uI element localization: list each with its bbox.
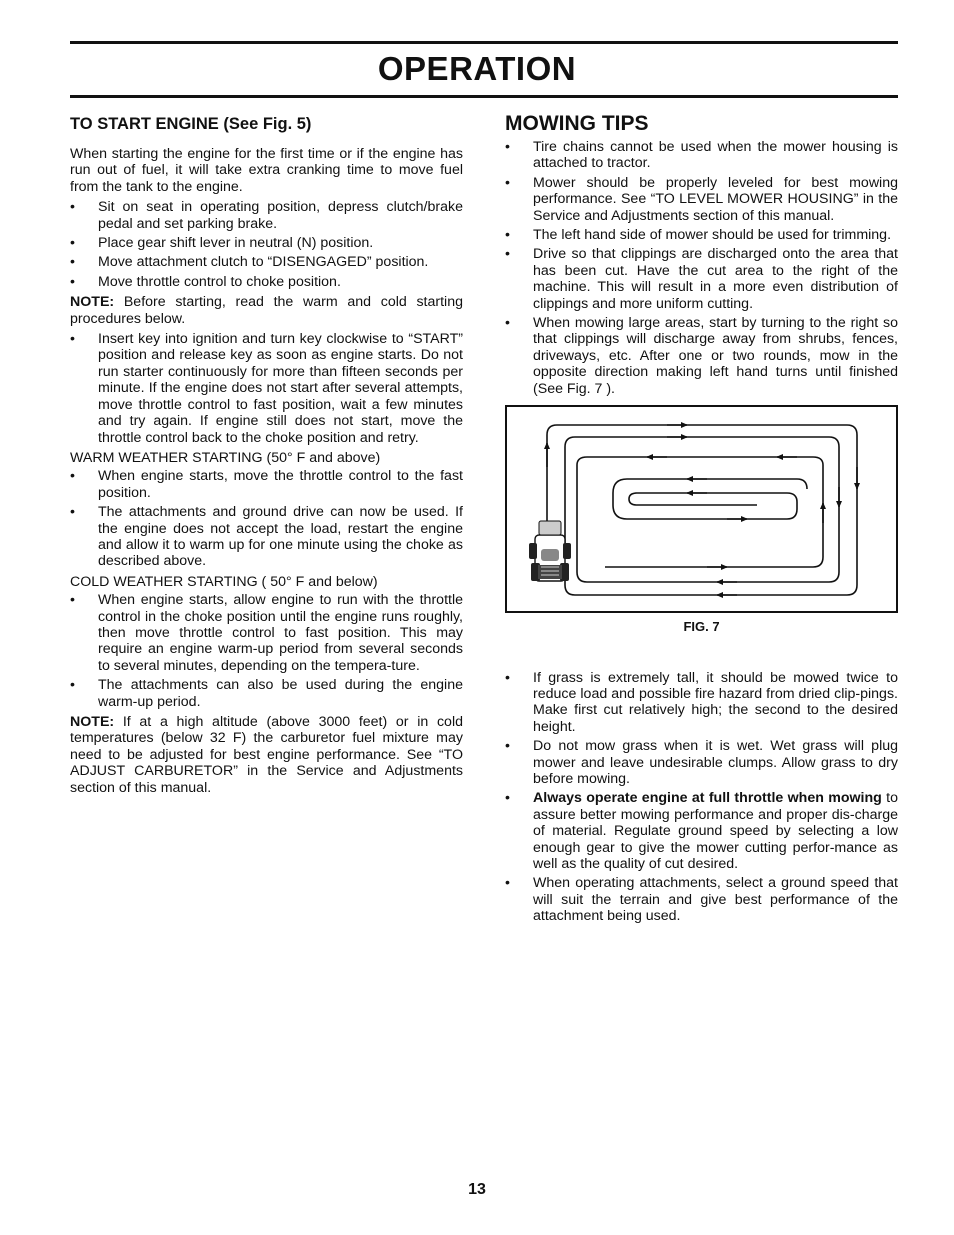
list-item: • Move attachment clutch to “DISENGAGED” position. [70, 254, 463, 270]
left-column [70, 112, 463, 800]
list-item: • Do not mow grass when it is wet. Wet grass will plug mower and leave undesirable clumps. Allow grass to dry before mowing. [505, 738, 898, 787]
note-starting [70, 294, 463, 327]
start-engine-intro: When starting the engine for the first time or if the engine has run out of fuel, it will take extra cranking time to move fuel from the tank to the engine. [70, 146, 463, 195]
note-label: NOTE: [70, 714, 115, 730]
list-item: • Place gear shift lever in neutral (N) position. [70, 235, 463, 251]
start-steps-list [70, 199, 463, 290]
note-text: If at a high altitude (above 3000 feet) or in cold temperatures (below 32 F) the carburetor fuel mixture may need to be adjusted for best engine performance. See “TO ADJUST CARBURETOR” in the Service and Adjustments section of this manual. [70, 714, 463, 796]
header-top-rule [70, 41, 898, 44]
list-item: • When engine starts, move the throttle control to the fast position. [70, 468, 463, 501]
header-bottom-rule [70, 95, 898, 98]
list-item: • If grass is extremely tall, it should be mowed twice to reduce load and possible fire hazard from dried clip-pings. Make first cut relatively high; the second to the desired height. [505, 670, 898, 736]
cold-weather-heading: COLD WEATHER STARTING ( 50° F and below) [70, 573, 378, 590]
warm-weather-heading: WARM WEATHER STARTING (50° F and above) [70, 449, 381, 466]
page-number: 13 [468, 1181, 486, 1198]
list-item: • Mower should be properly leveled for best mowing performance. See “TO LEVEL MOWER HOUSING” in the Service and Adjustments section of this manual. [505, 175, 898, 224]
key-steps-list [70, 331, 463, 446]
mowing-pattern-figure [505, 405, 898, 613]
list-item: • When mowing large areas, start by turning to the right so that clippings will discharge away from shrubs, fences, driveways, etc. After one or two rounds, mow in the opposite direction making left hand turns until finished (See Fig. 7 ). [505, 315, 898, 397]
list-item [505, 790, 898, 872]
list-item: • Move throttle control to choke position. [70, 274, 463, 290]
mowing-tips-list [505, 139, 898, 397]
mowing-tips-heading: MOWING TIPS [505, 112, 649, 135]
list-item: • When operating attachments, select a ground speed that will suit the terrain and give best performance of the attachment being used. [505, 875, 898, 924]
mowing-tips-list-2 [505, 670, 898, 925]
list-item: • The attachments can also be used during the engine warm-up period. [70, 677, 463, 710]
note-label: NOTE: [70, 294, 115, 311]
list-item: • Tire chains cannot be used when the mower housing is attached to tractor. [505, 139, 898, 172]
list-item: • The attachments and ground drive can now be used. If the engine does not accept the load, restart the engine and allow it to warm up for one minute using the choke as described above. [70, 504, 463, 570]
list-item: • When engine starts, allow engine to run with the throttle control in the choke position until the engine runs roughly, then move throttle control to fast position. This may require an engine warm-up period from several seconds to several minutes, depending on the tempera-ture. [70, 592, 463, 674]
page-title: OPERATION [377, 50, 577, 87]
full-throttle-lead: Always operate engine at full throttle when mowing [533, 790, 882, 807]
mowing-pattern-diagram [507, 407, 896, 611]
list-item: • The left hand side of mower should be used for trimming. [505, 227, 898, 243]
note-text: Before starting, read the warm and cold starting procedures below. [70, 294, 463, 327]
list-item: • Sit on seat in operating position, depress clutch/brake pedal and set parking brake. [70, 199, 463, 232]
list-item: • Insert key into ignition and turn key clockwise to “START” position and release key as soon as engine starts. Do not run starter continuously for more than fifteen seconds per minute. If the engine does not start after several attempts, move throttle control to fast position, wait a few minutes and try again. If engine still does not start, move the throttle control back to the choke position and retry. [70, 331, 463, 446]
full-throttle-rest: to assure better mowing performance and proper dis-charge of material. Regulate ground speed by selecting a low enough gear to give the mower cutting perfor-mance as well as the quality of cut desired. [533, 790, 898, 872]
note-altitude [70, 714, 463, 796]
list-item: • Drive so that clippings are discharged onto the area that has been cut. Have the cut area to the right of the machine. This will result in a more even distribution of clippings and more uniform cutting. [505, 246, 898, 312]
start-engine-heading: TO START ENGINE (See Fig. 5) [70, 115, 312, 133]
mowing-path [547, 425, 857, 595]
figure-caption: FIG. 7 [683, 619, 720, 635]
cold-weather-list [70, 592, 463, 710]
right-column [505, 112, 898, 929]
warm-weather-list [70, 468, 463, 569]
direction-arrows [547, 425, 857, 595]
